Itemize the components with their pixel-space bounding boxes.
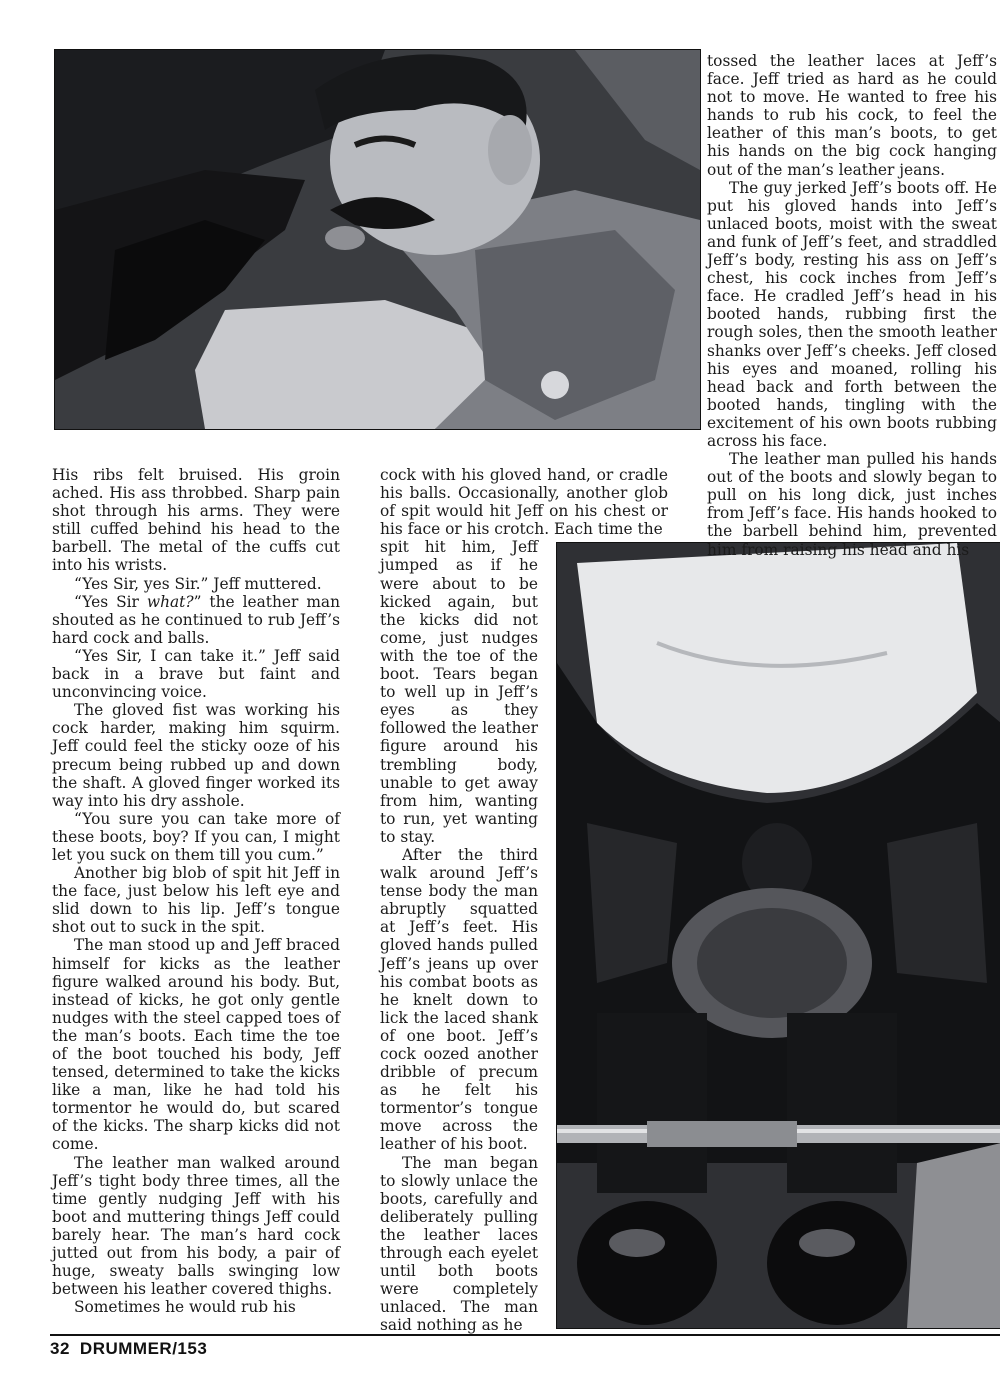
paragraph: The gloved fist was working his cock harder, making him squirm. Jeff could feel the sticky ooze of his precum being rubbed up and down the shaft. A gloved finger worked its way into his dry asshole. bbox=[52, 701, 340, 810]
paragraph: The guy jerked Jeff’s boots off. He put his gloved hands into Jeff’s unlaced boots, moist with the sweat and funk of Jeff’s feet, and straddled Jeff’s body, resting his ass on Jeff’s chest, his cock inches from Jeff’s face. He cradled Jeff’s head in his booted hands, rubbing first the rough soles, then the smooth leather shanks over Jeff’s cheeks. Jeff closed his eyes and moaned, rolling his head back and forth between the booted hands, tingling with the excitement of his own boots rubbing across his face. bbox=[707, 178, 997, 450]
magazine-issue: DRUMMER/153 bbox=[79, 1339, 208, 1358]
top-photo-illustration bbox=[55, 50, 700, 429]
paragraph bbox=[52, 593, 340, 647]
footer-text bbox=[50, 1339, 217, 1359]
paragraph: tossed the leather laces at Jeff’s face. Jeff tried as hard as he could not to move. He wanted to free his hands to rub his cock, to feel the leather of this man’s boots, to get his hands on the big cock hanging out of the man’s leather jeans. bbox=[707, 52, 997, 179]
text-column-3 bbox=[707, 52, 997, 559]
paragraph: “You sure you can take more of these boots, boy? If you can, I might let you suck on them till you cum.” bbox=[52, 809, 340, 864]
paragraph: “Yes Sir, yes Sir.” Jeff muttered. bbox=[74, 574, 322, 593]
paragraph: cock with his gloved hand, or cradle his balls. Occasionally, another glob of spit would hit Jeff on his chest or his face or his crotch. Each time the bbox=[380, 466, 668, 539]
narrow-text-block bbox=[380, 538, 538, 1334]
page-number: 32 bbox=[50, 1339, 70, 1358]
paragraph: His ribs felt bruised. His groin ached. His ass throbbed. Sharp pain shot through his arms. They were still cuffed behind his head to the barbell. The metal of the cuffs cut into his wrists. bbox=[52, 466, 340, 575]
top-photo bbox=[54, 49, 701, 430]
text-column-2 bbox=[380, 466, 668, 1335]
quote-text: ” the leather man shouted as he continued to rub Jeff’s hard cock and balls. bbox=[52, 592, 341, 647]
quote-text: “Yes Sir bbox=[74, 592, 147, 611]
paragraph: The leather man pulled his hands out of the boots and slowly began to pull on his long dick, just inches from Jeff’s face. His hands hooked to the barbell behind him, prevented him from raising his head and his bbox=[707, 450, 997, 559]
emphasis-text: what? bbox=[146, 592, 194, 611]
paragraph: The leather man walked around Jeff’s tight body three times, all the time gently nudging Jeff with his boot and muttering things Jeff could barely hear. The man’s hard cock jutted out from his body, a pair of huge, sweaty balls swinging low between his leather covered thighs. bbox=[52, 1153, 340, 1299]
paragraph: After the third walk around Jeff’s tense body the man abruptly squatted at Jeff’s feet. His gloved hands pulled Jeff’s jeans up over his combat boots as he knelt down to lick the laced shank of one boot. Jeff’s cock oozed another dribble of precum as he felt his tormentor’s tongue move across the leather of his boot. bbox=[380, 845, 538, 1154]
paragraph: Sometimes he would rub his bbox=[74, 1298, 296, 1317]
footer-rule bbox=[50, 1334, 1000, 1336]
paragraph: “Yes Sir, I can take it.” Jeff said back in a brave but faint and unconvincing voice. bbox=[52, 646, 340, 702]
paragraph: The man began to slowly unlace the boots, carefully and deliberately pulling the leather laces through each eyelet until both boots were completely unlaced. The man said nothing as he bbox=[380, 1153, 538, 1335]
page-footer bbox=[50, 1334, 1000, 1364]
paragraph: spit hit him, Jeff jumped as if he were about to be kicked again, but the kicks did not come, just nudges with the toe of the boot. Tears began to well up in Jeff’s eyes as they followed the leather figure around his trembling body, unable to get away from him, wanting to run, yet wanting to stay. bbox=[380, 538, 538, 846]
paragraph: Another big blob of spit hit Jeff in the face, just below his left eye and slid down to his lip. Jeff’s tongue shot out to suck in the spit. bbox=[52, 864, 340, 937]
text-column-1 bbox=[52, 466, 340, 1316]
paragraph: The man stood up and Jeff braced himself for kicks as the leather figure walked around his body. But, instead of kicks, he got only gentle nudges with the steel capped toes of the man’s boots. Each time the toe of the boot touched his body, Jeff tensed, determined to take the kicks like a man, like he had told his tormentor he would do, but scared of the kicks. The sharp kicks did not come. bbox=[52, 936, 340, 1154]
